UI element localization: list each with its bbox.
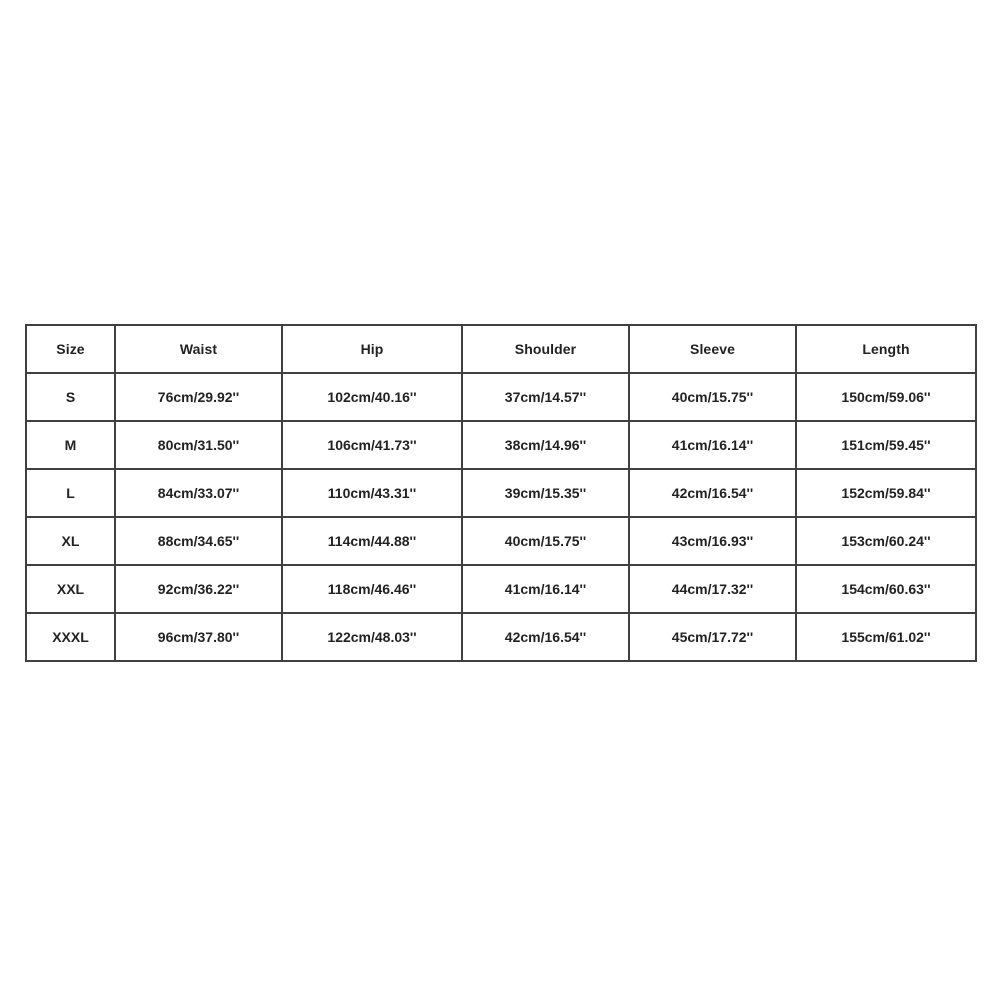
size-cell: XL	[26, 517, 115, 565]
length-cell: 153cm/60.24''	[796, 517, 976, 565]
header-hip: Hip	[282, 325, 462, 373]
shoulder-cell: 40cm/15.75''	[462, 517, 629, 565]
waist-cell: 88cm/34.65''	[115, 517, 282, 565]
header-waist: Waist	[115, 325, 282, 373]
waist-cell: 84cm/33.07''	[115, 469, 282, 517]
table-row	[26, 565, 976, 613]
waist-cell: 76cm/29.92''	[115, 373, 282, 421]
sleeve-cell: 41cm/16.14''	[629, 421, 796, 469]
sleeve-cell: 40cm/15.75''	[629, 373, 796, 421]
sleeve-cell: 45cm/17.72''	[629, 613, 796, 661]
hip-cell: 102cm/40.16''	[282, 373, 462, 421]
shoulder-cell: 39cm/15.35''	[462, 469, 629, 517]
length-cell: 150cm/59.06''	[796, 373, 976, 421]
waist-cell: 92cm/36.22''	[115, 565, 282, 613]
table-row	[26, 517, 976, 565]
header-length: Length	[796, 325, 976, 373]
length-cell: 155cm/61.02''	[796, 613, 976, 661]
header-size: Size	[26, 325, 115, 373]
table-row	[26, 613, 976, 661]
shoulder-cell: 42cm/16.54''	[462, 613, 629, 661]
length-cell: 154cm/60.63''	[796, 565, 976, 613]
size-cell: M	[26, 421, 115, 469]
sleeve-cell: 43cm/16.93''	[629, 517, 796, 565]
hip-cell: 118cm/46.46''	[282, 565, 462, 613]
header-shoulder: Shoulder	[462, 325, 629, 373]
length-cell: 151cm/59.45''	[796, 421, 976, 469]
hip-cell: 106cm/41.73''	[282, 421, 462, 469]
table-row	[26, 373, 976, 421]
shoulder-cell: 38cm/14.96''	[462, 421, 629, 469]
waist-cell: 96cm/37.80''	[115, 613, 282, 661]
size-cell: S	[26, 373, 115, 421]
table-row	[26, 469, 976, 517]
length-cell: 152cm/59.84''	[796, 469, 976, 517]
header-sleeve: Sleeve	[629, 325, 796, 373]
size-cell: XXL	[26, 565, 115, 613]
table-row	[26, 421, 976, 469]
shoulder-cell: 37cm/14.57''	[462, 373, 629, 421]
hip-cell: 114cm/44.88''	[282, 517, 462, 565]
size-chart-table	[25, 324, 977, 662]
shoulder-cell: 41cm/16.14''	[462, 565, 629, 613]
size-cell: XXXL	[26, 613, 115, 661]
size-cell: L	[26, 469, 115, 517]
waist-cell: 80cm/31.50''	[115, 421, 282, 469]
sleeve-cell: 42cm/16.54''	[629, 469, 796, 517]
hip-cell: 122cm/48.03''	[282, 613, 462, 661]
hip-cell: 110cm/43.31''	[282, 469, 462, 517]
header-row	[26, 325, 976, 373]
sleeve-cell: 44cm/17.32''	[629, 565, 796, 613]
